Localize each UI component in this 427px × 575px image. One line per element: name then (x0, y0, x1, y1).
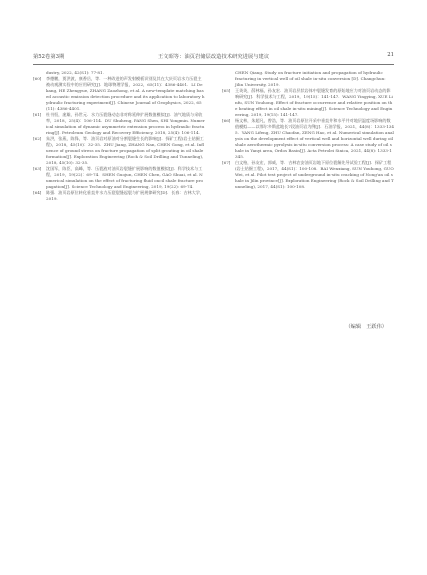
reference-number: [66] (222, 118, 231, 123)
reference-text: 王英英，薛林福，孙友宏．油页岩层状岩体中裂缝发育的原始地应力对油页岩动态的影响研究[J]．科学技术与工程，2019，19(15)：141-147．WANG Yingying, XUE Linfu, SUN Youhong. Effect of fracture occurrence and relative position on the heating effect in oil shale in-situ mining[J]. Science Technology and Engineering, 2019, 19(15): 141-147. (235, 88, 393, 117)
reference-number: [60] (33, 76, 42, 81)
journal-volume: 第52卷第3期 (33, 54, 65, 60)
reference-text: 杨文林，朱超凡，曾浩，等．油页岩原位开采中垂直井和水平井对地层温度场影响的数值模拟——以鄂尔多斯盆地长7段油页岩为例[J]．石油学报，2021，44(8)：1333-1345．YANG Lifeng, ZHU Chaofan, ZENG Hao, et al. Numerical simulation analysis on the development effect of vertical well and horizontal well during oil shale aerothermic pyrolysis in-situ conversion process: A case study of oil shale in Yanyi area, Ordos Basin[J]. Acta Petrolei Sinica, 2021, 44(8): 1333-1345. (235, 118, 395, 159)
reference-number: [63] (33, 166, 42, 171)
reference-number: [62] (33, 136, 42, 141)
reference-item (33, 76, 205, 112)
reference-continuation: CHEN Qiang. Study on fracture initiation and propagation of hydraulic fracturing in vertical well of oil shale in-situ conversion [D]. Changchun: Jilin University, 2019. (235, 70, 386, 87)
reference-text: 杜书恒，庞雄，孙世元．水力压裂缝动态非对称延伸扩展数值模拟[J]．油气地质与采收率，2018，25(4)：106-114．DU Shuheng, PANG Shen, SHI Yongmin. Numerical simulation of dynamic asymmetric extension process in hydraulic fracturing[J]. Petroleum Geology and Recovery Efficiency, 2018, 25(4): 106-114. (46, 112, 205, 135)
reference-item (222, 160, 394, 190)
reference-continuation: dustry, 2022, 42(S1): 77-81. (46, 70, 104, 75)
reference-number: [65] (222, 88, 231, 93)
reference-number: [64] (33, 190, 42, 195)
reference-item (33, 190, 205, 202)
reference-number: [61] (33, 112, 42, 117)
editor-note: （编辑 王跃伟） (345, 324, 387, 330)
reference-text: 陈强．油页岩原位转化垂直井水力压裂裂缝起裂与扩展规律研究[D]．长春：吉林大学，2019． (46, 190, 204, 201)
references-right-column (222, 70, 394, 190)
reference-text: 白文格，孙友宏，郭威，等．吉林农安油页岩地下原位裂解先导试验工程[J]．探矿工程(岩土钻掘工程)，2017，44(S1)：100-108．BAI Wenxiang, SUN Youhong, GUO Wei, et al. Pilot test project of underground in-situ cracking of Nong'an oil shale in Jilin province[J]. Exploration Engineering (Rock & Soil Drilling and Tunneling), 2017, 44(S1): 100-108. (235, 160, 394, 189)
reference-item (222, 88, 394, 118)
reference-item (33, 136, 205, 166)
header-rule (33, 64, 394, 65)
page-number: 21 (387, 52, 394, 58)
page-header (33, 48, 394, 62)
running-title: 王文昭等：油页岩储层改造技术研究进展与建议 (157, 54, 270, 60)
reference-number: [67] (222, 160, 231, 165)
reference-text: 沈国军，陈臣，高峰，等．压裂液对油页岩裂缝扩展影响的数值模拟[J]．科学技术与工程，2019，19(22)：69-74．SHEN Guojun, CHEN Chen, GAO Shuai, et al. Numerical simulation on the effect of fracturing fluid oncil shale fracture propagation[J]. Science Technology and Engineering, 2019, 19(22): 69-74. (46, 166, 203, 189)
references-left-column (33, 70, 205, 202)
reference-item (33, 112, 205, 136)
reference-item (222, 118, 395, 160)
reference-item (33, 166, 205, 190)
reference-text: 朱洪，张燕，陈锋，等．油页岩对原油对分割裂缝生长的影响[J]．探矿工程(岩土钻掘工程)，2018，45(10)：32-35．ZHU Jiang, ZHANG Nan, CHEN Gong, et al. Influence of ground stress on fracture propagation of split grouting in oil shale formation[J]. Exploration Engineering (Rock & Soil Drilling and Tunneling), 2018, 45(10): 32-35. (46, 136, 204, 165)
reference-text: 李德鹏，贾洪波，康香岳，等．一种改进的声发射模板识别及其在大庆页岩水力压裂主被动观测实验中的应用研究[J]．地球物理学报，2022，65(11)：4386-4401．LI Dekang, HE Zhengyue, ZHANG Zaozhong, et al. A new-template matching based acoustic emission detection procedure and its application to laboratory hydraulic fracturing experiment[J]. Chinese Journal of Geophysics, 2022, 65(11): 4386-4401. (46, 76, 205, 111)
